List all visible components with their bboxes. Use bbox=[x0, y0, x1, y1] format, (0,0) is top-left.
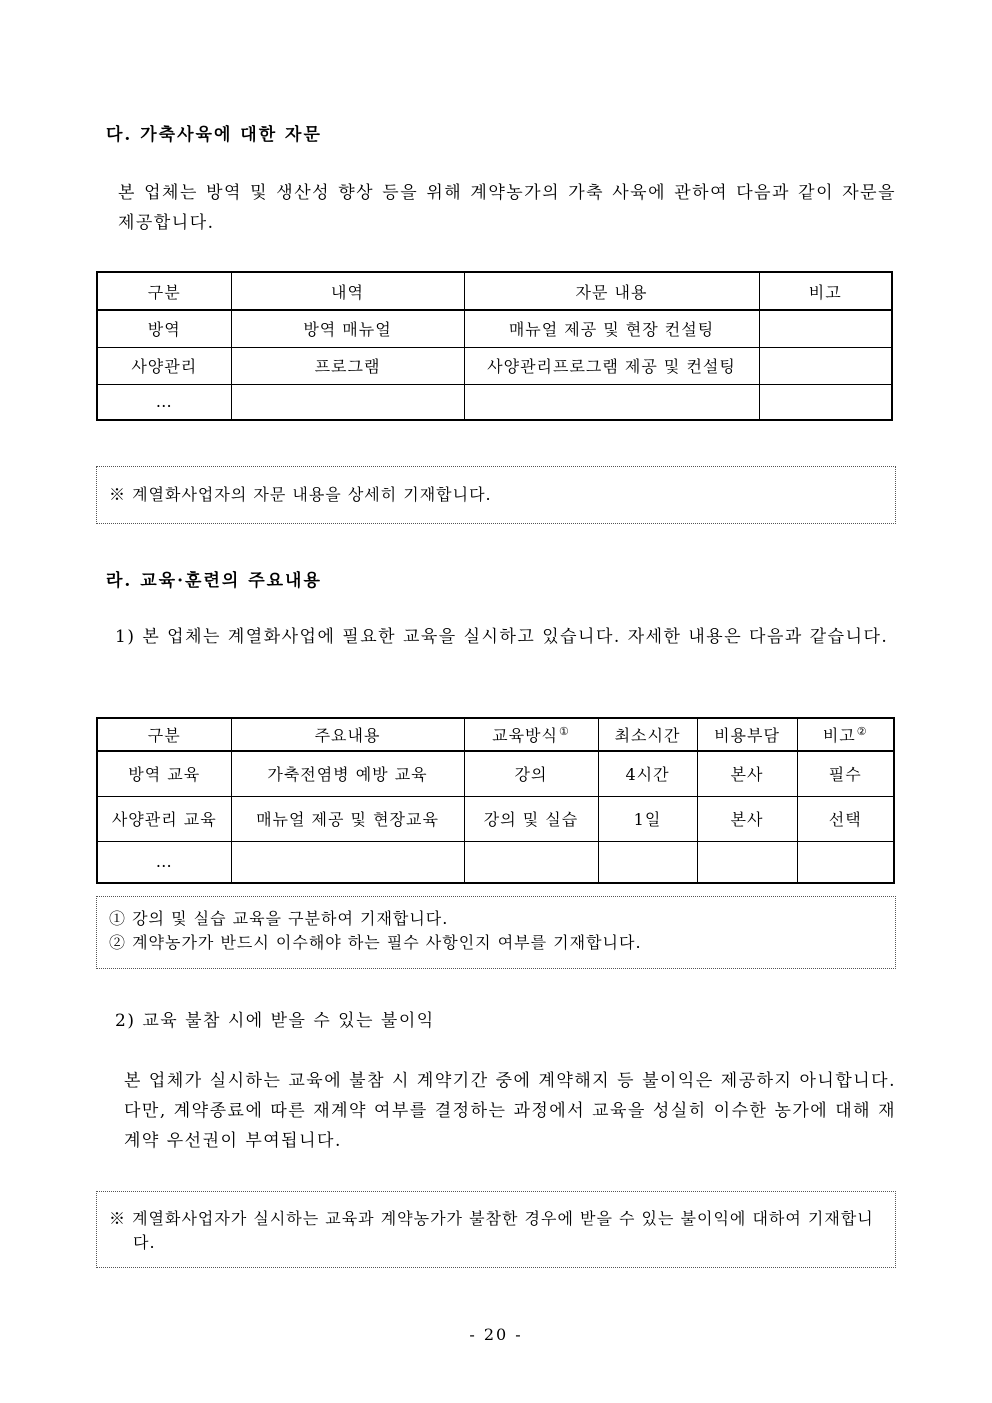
section-da-note bbox=[96, 466, 896, 524]
table-cell bbox=[697, 841, 797, 883]
header-cell bbox=[797, 718, 894, 751]
header-cell: 비고 bbox=[759, 272, 892, 310]
footnote-mark: ① bbox=[558, 725, 570, 738]
note-text: ※ 계열화사업자의 자문 내용을 상세히 기재합니다. bbox=[109, 485, 492, 504]
table-cell: 매뉴얼 제공 및 현장교육 bbox=[231, 796, 464, 841]
table-cell: 본사 bbox=[697, 751, 797, 796]
note-text: ※ 계열화사업자가 실시하는 교육과 계약농가가 불참한 경우에 받을 수 있는 불이익에 대하여 기재합니다. bbox=[109, 1209, 874, 1252]
table-cell bbox=[759, 384, 892, 420]
table-cell: 매뉴얼 제공 및 현장 컨설팅 bbox=[464, 310, 759, 347]
table-cell: … bbox=[97, 384, 231, 420]
training-table bbox=[96, 717, 895, 884]
header-cell: 최소시간 bbox=[598, 718, 697, 751]
training-table-notes bbox=[96, 896, 896, 969]
table-cell: … bbox=[97, 841, 231, 883]
section-ra-note2 bbox=[96, 1191, 896, 1268]
table-cell: 방역 교육 bbox=[97, 751, 231, 796]
section-ra-item2-text: 본 업체가 실시하는 교육에 불참 시 계약기간 중에 계약해지 등 불이익은 제공하지 아니합니다. 다만, 계약종료에 따른 재계약 여부를 결정하는 과정에서 교육을 성실히 이수한 농가에 대해 재계약 우선권이 부여됩니다. bbox=[124, 1071, 896, 1151]
note-line: ① 강의 및 실습 교육을 구분하여 기재합니다. bbox=[109, 909, 449, 928]
section-da-intro: 본 업체는 방역 및 생산성 향상 등을 위해 계약농가의 가축 사육에 관하여 다음과 같이 자문을 제공합니다. bbox=[118, 183, 896, 233]
table-row bbox=[97, 384, 892, 420]
section-ra-title: 라. 교육·훈련의 주요내용 bbox=[106, 571, 322, 591]
table-cell: 프로그램 bbox=[231, 347, 464, 384]
header-label: 교육방식 bbox=[492, 726, 558, 745]
table-cell: 방역 매뉴얼 bbox=[231, 310, 464, 347]
table-cell bbox=[464, 841, 598, 883]
table-row bbox=[97, 841, 894, 883]
table-cell: 선택 bbox=[797, 796, 894, 841]
header-cell: 구분 bbox=[97, 272, 231, 310]
header-cell: 내역 bbox=[231, 272, 464, 310]
section-ra-item1: 1) 본 업체는 계열화사업에 필요한 교육을 실시하고 있습니다. 자세한 내용은 다음과 같습니다. bbox=[115, 627, 889, 647]
table-row bbox=[97, 796, 894, 841]
advisory-table bbox=[96, 271, 893, 421]
table-cell: 본사 bbox=[697, 796, 797, 841]
table-row bbox=[97, 751, 894, 796]
table-row bbox=[97, 347, 892, 384]
table-cell: 방역 bbox=[97, 310, 231, 347]
training-table-header bbox=[97, 718, 894, 751]
table-cell bbox=[759, 347, 892, 384]
section-ra-item2-title: 2) 교육 불참 시에 받을 수 있는 불이익 bbox=[115, 1011, 435, 1031]
table-cell bbox=[598, 841, 697, 883]
table-cell bbox=[464, 384, 759, 420]
table-cell: 사양관리 교육 bbox=[97, 796, 231, 841]
table-cell: 1일 bbox=[598, 796, 697, 841]
page-number: - 20 - bbox=[469, 1325, 523, 1344]
table-cell: 사양관리프로그램 제공 및 컨설팅 bbox=[464, 347, 759, 384]
table-cell: 강의 bbox=[464, 751, 598, 796]
table-cell: 필수 bbox=[797, 751, 894, 796]
header-cell: 비용부담 bbox=[697, 718, 797, 751]
table-cell: 4시간 bbox=[598, 751, 697, 796]
header-cell bbox=[464, 718, 598, 751]
table-cell: 강의 및 실습 bbox=[464, 796, 598, 841]
table-row bbox=[97, 310, 892, 347]
section-da-title: 다. 가축사육에 대한 자문 bbox=[106, 125, 322, 145]
table-cell bbox=[231, 841, 464, 883]
header-cell: 자문 내용 bbox=[464, 272, 759, 310]
footnote-mark: ② bbox=[856, 725, 868, 738]
header-label: 비고 bbox=[822, 726, 856, 745]
header-cell: 구분 bbox=[97, 718, 231, 751]
note-line: ② 계약농가가 반드시 이수해야 하는 필수 사항인지 여부를 기재합니다. bbox=[109, 933, 642, 952]
header-cell: 주요내용 bbox=[231, 718, 464, 751]
advisory-table-header bbox=[97, 272, 892, 310]
table-cell bbox=[231, 384, 464, 420]
table-cell bbox=[797, 841, 894, 883]
table-cell bbox=[759, 310, 892, 347]
table-cell: 사양관리 bbox=[97, 347, 231, 384]
table-cell: 가축전염병 예방 교육 bbox=[231, 751, 464, 796]
